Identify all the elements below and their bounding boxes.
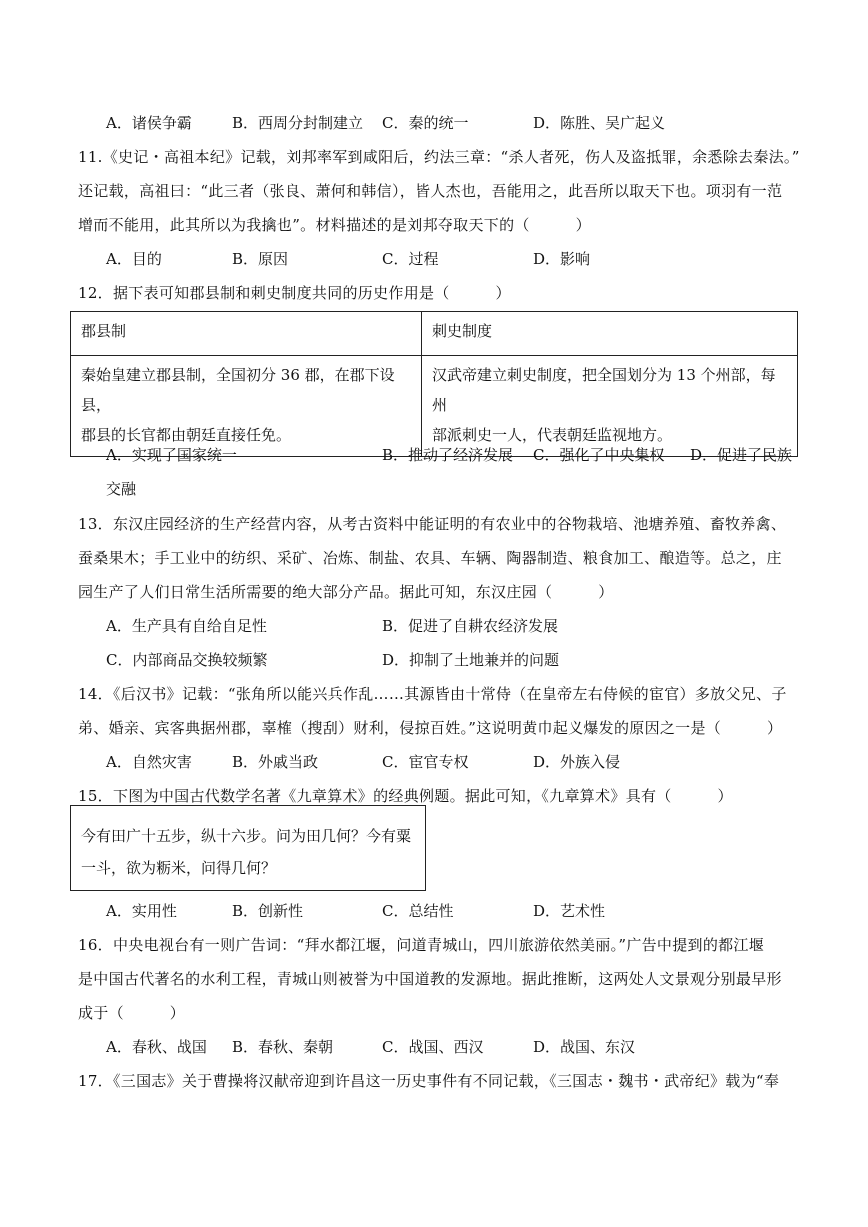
q14-option-d[interactable]: D．外族入侵 xyxy=(533,753,621,771)
q12-option-c[interactable]: C．强化了中央集权 xyxy=(533,446,665,464)
q15-option-a[interactable]: A．实用性 xyxy=(106,902,177,920)
q13-option-a[interactable]: A．生产具有自给自足性 xyxy=(106,617,267,635)
q10-option-d[interactable]: D．陈胜、吴广起义 xyxy=(533,114,666,132)
q13-stem-line-3: 园生产了人们日常生活所需要的绝大部分产品。据此可知，东汉庄园（ ） xyxy=(78,583,614,601)
q15-option-b[interactable]: B．创新性 xyxy=(232,902,304,920)
q12-table-cell-2 xyxy=(422,356,798,457)
q14-stem-line-2: 弟、婚亲、宾客典据州郡，辜榷（搜刮）财利，侵掠百姓。”这说明黄巾起义爆发的原因之一是（ ） xyxy=(78,719,783,737)
q13-option-b[interactable]: B．促进了自耕农经济发展 xyxy=(382,617,559,635)
q11-stem-line-2: 还记载，高祖曰：“此三者（张良、萧何和韩信），皆人杰也，吾能用之，此吾所以取天下也。项羽有一范 xyxy=(78,182,783,200)
q14-option-c[interactable]: C．宦官专权 xyxy=(382,753,469,771)
q12-table-cell-1 xyxy=(71,356,422,457)
q16-stem-line-1: 16．中央电视台有一则广告词：“拜水都江堰，问道青城山，四川旅游依然美丽。”广告中提到的都江堰 xyxy=(78,936,765,954)
q12-option-b[interactable]: B．推动了经济发展 xyxy=(382,446,514,464)
q12-option-a[interactable]: A．实现了国家统一 xyxy=(106,446,237,464)
q13-option-c[interactable]: C．内部商品交换较频繁 xyxy=(106,651,268,669)
q15-box-line-2: 一斗，欲为粝米，问得几何？ xyxy=(81,859,277,877)
q14-option-b[interactable]: B．外戚当政 xyxy=(232,753,319,771)
q15-option-c[interactable]: C．总结性 xyxy=(382,902,454,920)
q13-stem-line-2: 蚕桑果木；手工业中的纺织、采矿、冶炼、制盐、农具、车辆、陶器制造、粮食加工、酿造等。总之，庄 xyxy=(78,549,782,567)
q12-table-header-2: 刺史制度 xyxy=(422,312,798,356)
q17-stem-line-1: 17．《三国志》关于曹操将汉献帝迎到许昌这一历史事件有不同记载，《三国志・魏书・武帝纪》载为“奉 xyxy=(78,1072,780,1090)
q11-option-b[interactable]: B．原因 xyxy=(232,250,289,268)
q12-cell-1-line-1: 秦始皇建立郡县制，全国初分 36 郡，在郡下设县， xyxy=(81,366,395,414)
q12-table xyxy=(70,311,798,457)
q13-stem-line-1: 13．东汉庄园经济的生产经营内容，从考古资料中能证明的有农业中的谷物栽培、池塘养殖、畜牧养禽、 xyxy=(78,515,787,533)
q16-option-d[interactable]: D．战国、东汉 xyxy=(533,1038,636,1056)
q16-stem-line-3: 成于（ ） xyxy=(78,1004,186,1022)
q12-cell-2-line-2: 部派刺史一人，代表朝廷监视地方。 xyxy=(432,426,673,444)
q11-stem-line-1: 11.《史记・高祖本纪》记载，刘邦率军到咸阳后，约法三章：“杀人者死，伤人及盗抵罪，余悉除去秦法。” xyxy=(78,148,800,166)
q14-option-a[interactable]: A．自然灾害 xyxy=(106,753,192,771)
q14-stem-line-1: 14．《后汉书》记载：“张角所以能兴兵作乱……其源皆由十常侍（在皇帝左右侍候的宦官）多放父兄、子 xyxy=(78,685,787,703)
q12-option-d[interactable]: D．促进了民族 xyxy=(690,446,793,464)
q15-example-box xyxy=(70,805,426,891)
q10-option-a[interactable]: A．诸侯争霸 xyxy=(106,114,192,132)
q11-stem-line-3: 增而不能用，此其所以为我擒也”。材料描述的是刘邦夺取天下的（ ） xyxy=(78,216,591,234)
q16-stem-line-2: 是中国古代著名的水利工程，青城山则被誉为中国道教的发源地。据此推断，这两处人文景观分别最早形 xyxy=(78,970,782,988)
q12-option-d-continuation: 交融 xyxy=(106,480,137,498)
q10-option-c[interactable]: C．秦的统一 xyxy=(382,114,469,132)
q13-option-d[interactable]: D．抑制了土地兼并的问题 xyxy=(382,651,560,669)
q11-option-d[interactable]: D．影响 xyxy=(533,250,591,268)
q12-stem: 12．据下表可知郡县制和刺史制度共同的历史作用是（ ） xyxy=(78,284,511,302)
q12-cell-2-line-1: 汉武帝建立刺史制度，把全国划分为 13 个州部，每州 xyxy=(432,366,776,414)
q16-option-a[interactable]: A．春秋、战国 xyxy=(106,1038,207,1056)
q15-option-d[interactable]: D．艺术性 xyxy=(533,902,606,920)
q16-option-b[interactable]: B．春秋、秦朝 xyxy=(232,1038,334,1056)
q12-table-header-1: 郡县制 xyxy=(71,312,422,356)
q11-option-a[interactable]: A．目的 xyxy=(106,250,162,268)
q11-option-c[interactable]: C．过程 xyxy=(382,250,439,268)
q10-option-b[interactable]: B．西周分封制建立 xyxy=(232,114,364,132)
q12-cell-1-line-2: 郡县的长官都由朝廷直接任免。 xyxy=(81,426,292,444)
q15-box-line-1: 今有田广十五步，纵十六步。问为田几何？今有粟 xyxy=(81,827,412,845)
q15-stem: 15．下图为中国古代数学名著《九章算术》的经典例题。据此可知，《九章算术》具有（ ） xyxy=(78,787,733,805)
q16-option-c[interactable]: C．战国、西汉 xyxy=(382,1038,484,1056)
